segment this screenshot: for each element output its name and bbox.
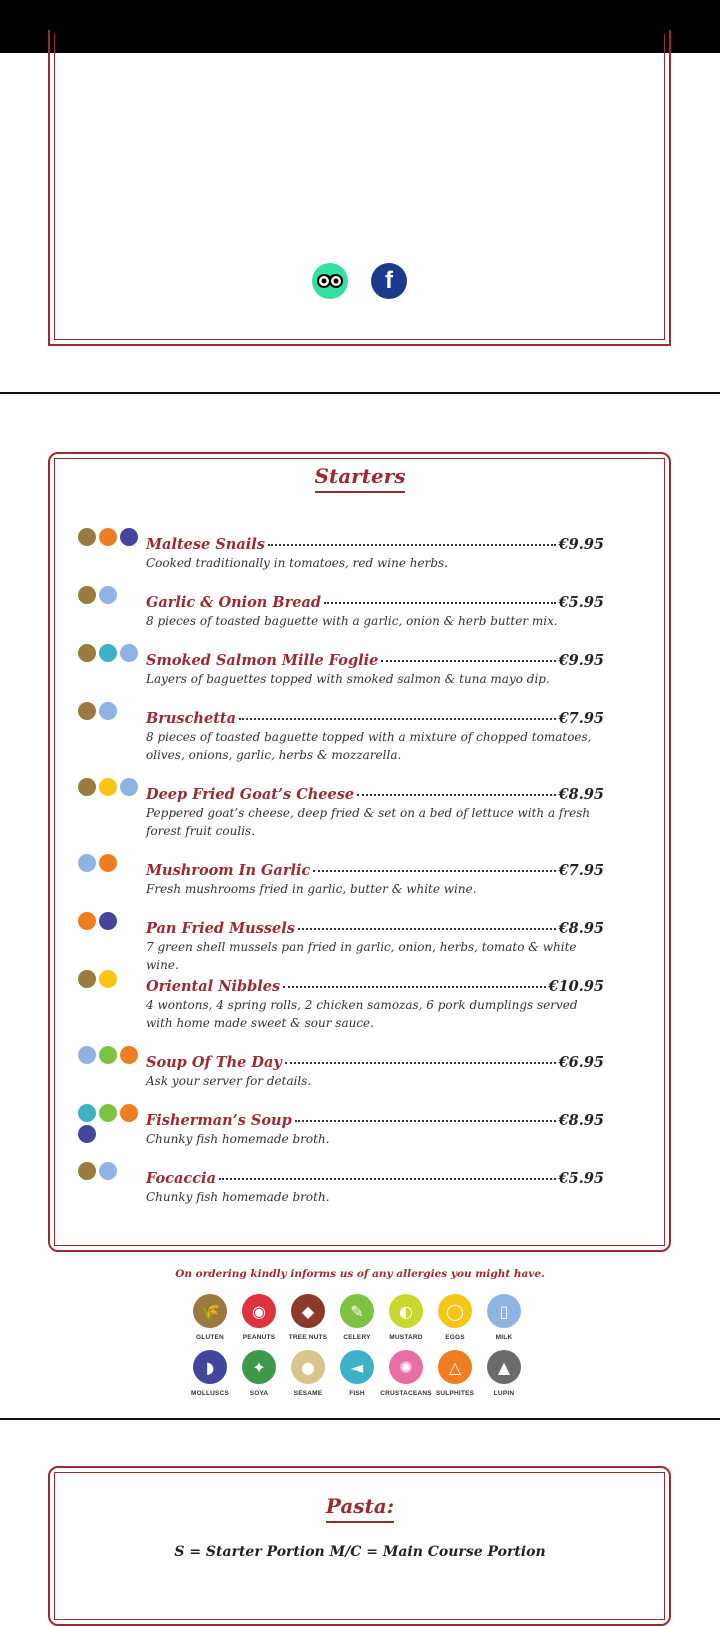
menu-item-name: Maltese Snails [146,536,265,553]
menu-item-allergens [78,1046,144,1064]
egg-icon: ◯ [438,1294,472,1328]
menu-item-name: Mushroom In Garlic [146,862,311,879]
milk-bottle-icon [99,1162,117,1180]
menu-item-description: 8 pieces of toasted baguette with a garlic, onion & herb butter mix. [146,614,558,628]
flask-icon [120,1104,138,1122]
flask-icon: △ [438,1350,472,1384]
wheat-icon [78,586,96,604]
menu-item-header [146,920,604,937]
dot-leader [283,986,545,988]
flask-icon [99,528,117,546]
milk-bottle-icon [99,702,117,720]
milk-bottle-icon: ▯ [487,1294,521,1328]
celery-icon [99,1104,117,1122]
fish-icon: ◄ [340,1350,374,1384]
menu-item-price: €9.95 [558,536,604,553]
dot-leader [298,928,556,930]
menu-item-price: €8.95 [558,786,604,803]
top-menu-frame [48,30,671,346]
dot-leader [268,544,556,546]
menu-item-price: €9.95 [558,652,604,669]
menu-item [146,1112,604,1148]
menu-item-description: Cooked traditionally in tomatoes, red wine herbs. [146,556,448,570]
menu-item-header [146,710,604,727]
menu-item-description: Layers of baguettes topped with smoked salmon & tuna mayo dip. [146,672,550,686]
dot-leader [285,1062,556,1064]
menu-item-allergens [78,970,144,988]
egg-icon [99,778,117,796]
mollusc-icon [99,912,117,930]
menu-item-header [146,1170,604,1187]
menu-item-price: €7.95 [558,710,604,727]
menu-item-header [146,978,604,995]
wheat-icon [78,970,96,988]
menu-item-allergens [78,528,144,546]
celery-icon [99,1046,117,1064]
dot-leader [357,794,555,796]
legend-label: LUPIN [493,1390,515,1397]
dot-leader [295,1120,556,1122]
menu-item-header [146,594,604,611]
pasta-title: Pasta: [0,1494,720,1518]
menu-item [146,920,604,974]
legend-label: SESAME [293,1390,323,1397]
dot-leader [381,660,555,662]
menu-item-name: Smoked Salmon Mille Foglie [146,652,379,669]
wheat-icon [78,528,96,546]
menu-item [146,862,604,898]
crab-icon: ✺ [389,1350,423,1384]
legend-label: MILK [495,1334,513,1341]
legend-label: PEANUTS [242,1334,276,1341]
wheat-icon [78,1162,96,1180]
legend-label: CELERY [343,1334,371,1341]
menu-item-description: Chunky fish homemade broth. [146,1190,330,1204]
menu-item-description: Ask your server for details. [146,1074,312,1088]
mollusc-icon [120,528,138,546]
flask-icon [120,1046,138,1064]
menu-item-allergens [78,644,144,662]
menu-item-allergens [78,854,144,872]
legend-label: SOYA [249,1390,269,1397]
menu-item-description: Fresh mushrooms fried in garlic, butter & white wine. [146,882,477,896]
milk-bottle-icon [120,778,138,796]
menu-item-price: €7.95 [558,862,604,879]
menu-item-allergens [78,702,144,720]
wheat-icon [78,702,96,720]
legend-label: TREE NUTS [288,1334,328,1341]
legend-label: MOLLUSCS [190,1390,230,1397]
flask-icon [99,854,117,872]
menu-item-header [146,1054,604,1071]
menu-item-price: €8.95 [558,920,604,937]
menu-item-description: 8 pieces of toasted baguette topped with a mixture of chopped tomatoes, olives, onions, garlic, herbs & mozzarella. [146,730,592,762]
menu-item [146,1054,604,1090]
milk-bottle-icon [78,1046,96,1064]
legend-label: FISH [349,1390,365,1397]
dot-leader [239,718,556,720]
egg-icon [99,970,117,988]
soya-icon: ✦ [242,1350,276,1384]
mollusc-icon: ◗ [193,1350,227,1384]
legend-label: EGGS [445,1334,465,1341]
legend-label: GLUTEN [196,1334,224,1341]
menu-item-name: Bruschetta [146,710,236,727]
menu-item-name: Oriental Nibbles [146,978,281,995]
menu-item-price: €5.95 [558,1170,604,1187]
menu-item-name: Fisherman’s Soup [146,1112,292,1129]
fish-icon [99,644,117,662]
tripadvisor-owl-icon[interactable] [312,263,348,299]
menu-item-name: Pan Fried Mussels [146,920,295,937]
menu-item-price: €8.95 [558,1112,604,1129]
tree-nut-icon: ◆ [291,1294,325,1328]
legend-label: MUSTARD [389,1334,423,1341]
menu-item-name: Soup Of The Day [146,1054,282,1071]
menu-item-allergens [78,1162,144,1180]
menu-item-header [146,536,604,553]
menu-item-header [146,786,604,803]
menu-item [146,652,604,688]
menu-item [146,978,604,1032]
legend-label: SULPHITES [435,1390,475,1397]
section-divider [0,1418,720,1420]
menu-item [146,786,604,840]
menu-item-price: €10.95 [548,978,604,995]
dot-leader [324,602,556,604]
flask-icon [78,912,96,930]
menu-item [146,1170,604,1206]
menu-item-description: 4 wontons, 4 spring rolls, 2 chicken samozas, 6 pork dumplings served with home made sweet & sour sauce. [146,998,578,1030]
menu-item [146,536,604,572]
wheat-icon [78,778,96,796]
mollusc-icon [78,1125,96,1143]
facebook-f-icon[interactable]: f [371,263,407,299]
menu-item-allergens [78,586,144,604]
pasta-portion-note: S = Starter Portion M/C = Main Course Portion [174,1544,546,1560]
menu-item [146,594,604,630]
mustard-icon: ◐ [389,1294,423,1328]
menu-item-header [146,862,604,879]
menu-item-header [146,652,604,669]
milk-bottle-icon [99,586,117,604]
dot-leader [313,870,555,872]
menu-item-name: Garlic & Onion Bread [146,594,322,611]
section-divider [0,392,720,394]
legend-item-lupin [475,1350,533,1397]
lupin-icon: ▲ [487,1350,521,1384]
legend-label: CRUSTACEANS [380,1390,432,1397]
menu-item-price: €6.95 [558,1054,604,1071]
fish-icon [78,1104,96,1122]
allergy-note: On ordering kindly informs us of any allergies you might have. [175,1268,545,1280]
peanut-icon: ◉ [242,1294,276,1328]
wheat-icon: 🌾 [193,1294,227,1328]
menu-item-description: 7 green shell mussels pan fried in garlic, onion, herbs, tomato & white wine. [146,940,577,972]
menu-item-name: Deep Fried Goat’s Cheese [146,786,355,803]
sesame-icon: ● [291,1350,325,1384]
legend-item-milk [475,1294,533,1341]
menu-item [146,710,604,764]
menu-item-allergens [78,778,144,796]
milk-bottle-icon [120,644,138,662]
menu-item-header [146,1112,604,1129]
wheat-icon [78,644,96,662]
menu-item-allergens [78,912,144,930]
menu-item-name: Focaccia [146,1170,216,1187]
menu-item-description: Chunky fish homemade broth. [146,1132,330,1146]
menu-item-description: Peppered goat’s cheese, deep fried & set on a bed of lettuce with a fresh forest fruit coulis. [146,806,591,838]
milk-bottle-icon [78,854,96,872]
celery-icon: ✎ [340,1294,374,1328]
menu-item-price: €5.95 [558,594,604,611]
dot-leader [219,1178,556,1180]
starters-title: Starters [0,464,720,488]
menu-item-allergens [78,1104,144,1143]
